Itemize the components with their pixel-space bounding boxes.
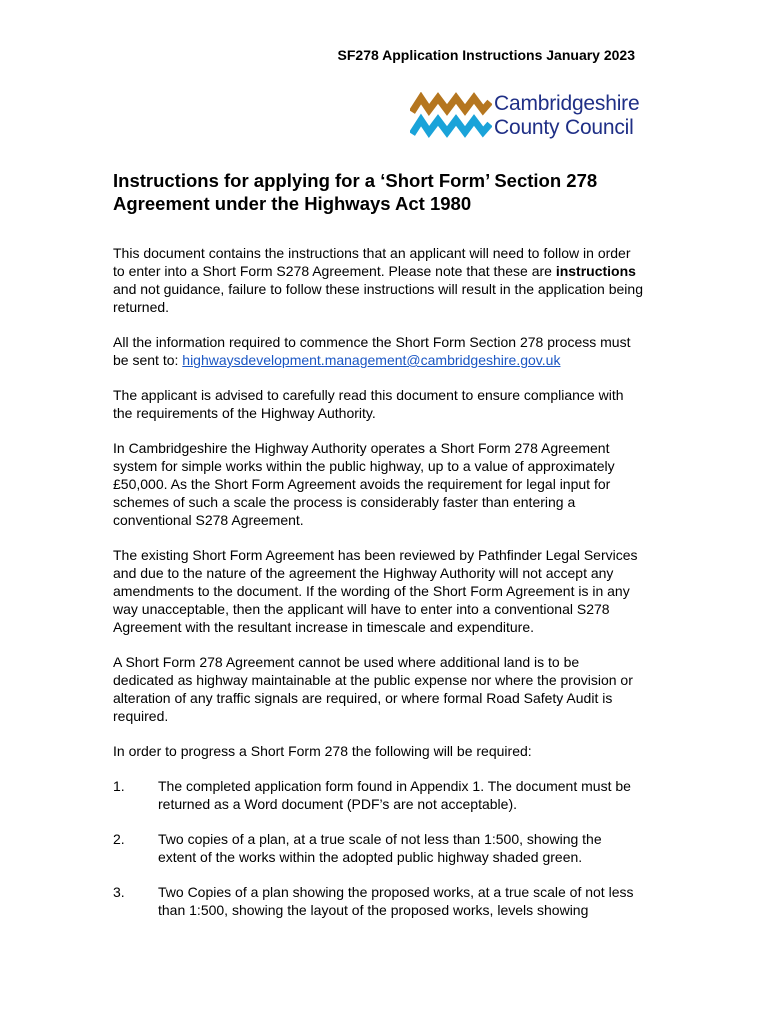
paragraph-advice: The applicant is advised to carefully read this document to ensure compliance with the requirements of the Highway Authority.: [113, 387, 624, 421]
paragraph-requirements: In order to progress a Short Form 278 the following will be required:: [113, 743, 532, 759]
list-number: 3.: [113, 884, 125, 900]
list-text: Two Copies of a plan showing the proposed works, at a true scale of not less than 1:500, showing the layout of the proposed works, levels showing: [158, 884, 634, 918]
list-item: [113, 830, 643, 866]
email-link[interactable]: highwaysdevelopment.management@cambridgeshire.gov.uk: [182, 352, 561, 368]
paragraph-system: In Cambridgeshire the Highway Authority operates a Short Form 278 Agreement system for simple works within the public highway, up to a value of approximately £50,000. As the Short Form Agreement avoids the requirement for legal input for schemes of such a scale the process is considerably faster than entering a conventional S278 Agreement.: [113, 440, 615, 528]
intro-text-b: and not guidance, failure to follow these instructions will result in the application being returned.: [113, 281, 643, 315]
list-text: Two copies of a plan, at a true scale of not less than 1:500, showing the extent of the works within the adopted public highway shaded green.: [158, 831, 602, 865]
intro-text-a: This document contains the instructions that an applicant will need to follow in order to enter into a Short Form S278 Agreement. Please note that these are: [113, 245, 631, 279]
document-body: [113, 244, 643, 936]
title-line-1: Instructions for applying for a ‘Short Form’ Section 278: [113, 170, 598, 191]
paragraph-review: The existing Short Form Agreement has been reviewed by Pathfinder Legal Services and due to the nature of the agreement the Highway Authority will not accept any amendments to the document. If the wording of the Short Form Agreement is in any way unacceptable, then the applicant will have to enter into a conventional S278 Agreement with the resultant increase in timescale and expenditure.: [113, 547, 638, 635]
list-text: The completed application form found in Appendix 1. The document must be returned as a Word document (PDF’s are not acceptable).: [158, 778, 631, 812]
paragraph-contact: [113, 333, 643, 369]
council-logo: [410, 92, 640, 144]
list-item: [113, 777, 643, 813]
logo-line-2: County Council: [494, 116, 634, 139]
list-number: 2.: [113, 831, 125, 847]
logo-line-1: Cambridgeshire: [494, 92, 640, 115]
logo-wordmark: [494, 92, 639, 140]
list-number: 1.: [113, 778, 125, 794]
intro-bold: instructions: [555, 263, 636, 279]
paragraph-restrictions: A Short Form 278 Agreement cannot be used where additional land is to be dedicated as highway maintainable at the public expense nor where the provision or alteration of any traffic signals are required, or where formal Road Safety Audit is required.: [113, 654, 633, 724]
logo-waves-icon: [410, 92, 492, 142]
document-title: [113, 169, 673, 215]
contact-text: All the information required to commence the Short Form Section 278 process must be sent to:: [113, 334, 631, 368]
requirements-list: [113, 777, 643, 919]
page-header: SF278 Application Instructions January 2023: [337, 47, 635, 63]
title-line-2: Agreement under the Highways Act 1980: [113, 193, 472, 214]
paragraph-intro: [113, 244, 643, 316]
list-item: [113, 883, 643, 919]
